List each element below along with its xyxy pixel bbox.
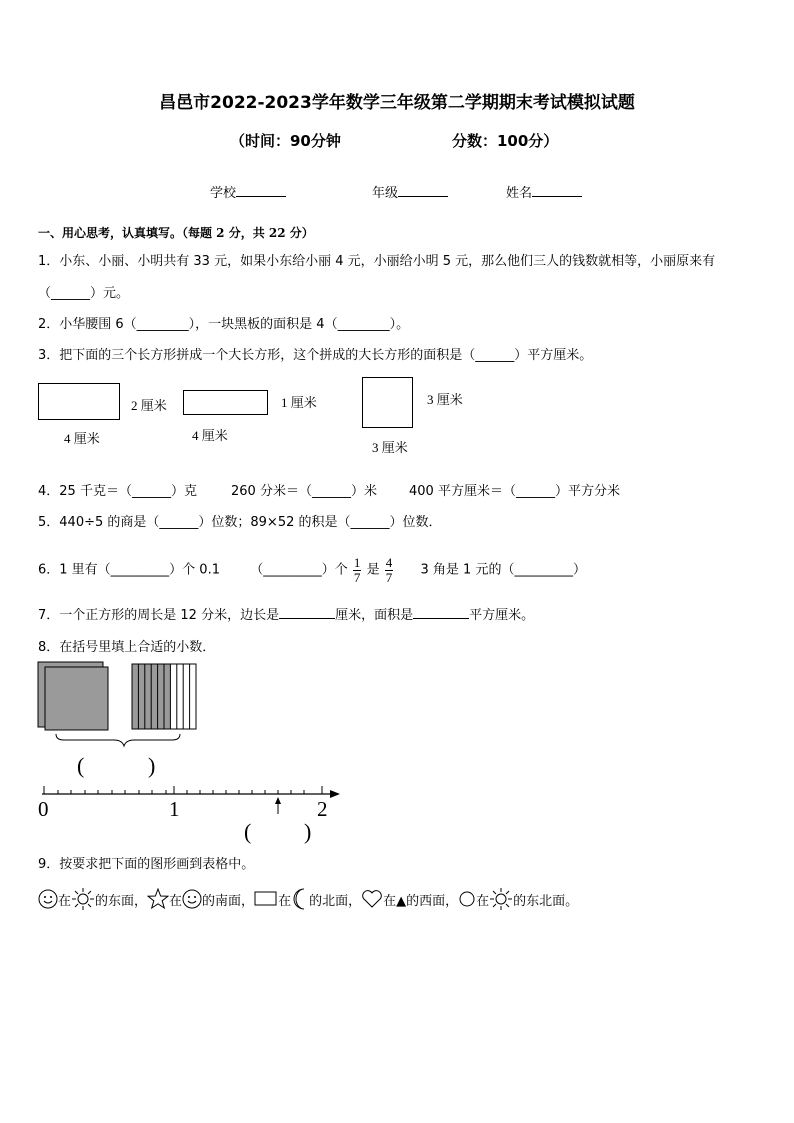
question-4b: 260 分米＝（______）米 xyxy=(231,484,377,499)
sun-icon xyxy=(71,887,95,911)
question-9-instructions xyxy=(38,887,578,911)
area-blank[interactable] xyxy=(413,606,469,619)
rectangle-3 xyxy=(362,377,413,428)
question-4a: 4．25 千克＝（______）克 xyxy=(38,484,197,499)
paren-top-open: ( xyxy=(77,753,85,778)
rect1-side-label: 2 厘米 xyxy=(131,398,167,413)
question-2: 2．小华腰围 6（________），一块黑板的面积是 4（________）。 xyxy=(38,317,410,332)
section-heading: 一、用心思考，认真填写。（每题 2 分，共 22 分） xyxy=(38,226,314,240)
page-title: 昌邑市2022-2023学年数学三年级第二学期期末考试模拟试题 xyxy=(159,93,635,113)
square-front xyxy=(45,667,108,730)
q9-text-4: 的南面， xyxy=(202,893,255,909)
rect3-bottom-label: 3 厘米 xyxy=(372,440,408,455)
moon-icon xyxy=(291,888,309,910)
q9-text-3: 在 xyxy=(169,893,183,909)
tick-label-2: 2 xyxy=(317,797,328,821)
ticks xyxy=(44,786,322,794)
q6-part-b: （_________）个 xyxy=(250,562,348,578)
side-length-blank[interactable] xyxy=(279,606,335,619)
paren-bottom-open: ( xyxy=(244,819,252,844)
school-blank[interactable] xyxy=(236,184,286,197)
striped-square xyxy=(132,664,196,729)
arrow-icon xyxy=(330,790,340,798)
fraction-four-sevenths: $\frac{4}{7}$ xyxy=(385,555,393,585)
q9-text-8: 在 xyxy=(476,893,490,909)
question-5: 5．440÷5 的商是（______）位数；89×52 的积是（______）位数． xyxy=(38,515,442,530)
q9-text-7: 在▲的西面， xyxy=(383,893,459,909)
school-field xyxy=(210,182,286,201)
exam-score: 分数：100分） xyxy=(452,132,559,150)
name-label: 姓名 xyxy=(506,186,533,201)
q6-mid: 是 xyxy=(366,562,380,578)
tick-label-0: 0 xyxy=(38,797,49,821)
question-4c: 400 平方厘米＝（______）平方分米 xyxy=(409,484,620,499)
rectangle-2 xyxy=(183,390,268,415)
grade-field xyxy=(372,182,448,201)
question-8: 8．在括号里填上合适的小数． xyxy=(38,640,216,655)
rect2-bottom-label: 4 厘米 xyxy=(192,428,228,443)
fraction-one-seventh: $\frac{1}{7}$ xyxy=(353,555,361,585)
exam-time: （时间：90分钟 xyxy=(230,132,341,150)
q9-text-2: 的东面， xyxy=(95,893,148,909)
rectangle-1 xyxy=(38,383,120,420)
question-1-line2: （______）元。 xyxy=(38,286,130,301)
circle-icon xyxy=(458,890,476,908)
q6-part-a: 6．1 里有（_________）个 0.1 xyxy=(38,562,220,578)
rect3-side-label: 3 厘米 xyxy=(427,392,463,407)
decimal-figure xyxy=(30,660,350,850)
name-blank[interactable] xyxy=(532,184,582,197)
question-9: 9．按要求把下面的图形画到表格中。 xyxy=(38,857,255,872)
q9-text-9: 的东北面。 xyxy=(513,893,579,909)
school-label: 学校 xyxy=(210,186,237,201)
smiley-icon-2 xyxy=(182,889,202,909)
rect2-side-label: 1 厘米 xyxy=(281,395,317,410)
q9-text-1: 在 xyxy=(58,893,72,909)
paren-top-close: ) xyxy=(148,753,156,778)
question-6 xyxy=(38,556,586,585)
q7-part-b: 厘米，面积是 xyxy=(335,608,414,623)
grade-blank[interactable] xyxy=(398,184,448,197)
brace-icon xyxy=(56,734,180,746)
star-icon xyxy=(147,888,169,910)
q9-text-6: 的北面， xyxy=(309,893,362,909)
sun-icon-2 xyxy=(489,887,513,911)
question-7 xyxy=(38,604,534,623)
name-field xyxy=(506,182,582,201)
q7-part-a: 7．一个正方形的周长是 12 分米，边长是 xyxy=(38,608,280,623)
q9-text-5: 在 xyxy=(278,893,292,909)
grade-label: 年级 xyxy=(372,186,399,201)
paren-bottom-close: ) xyxy=(304,819,312,844)
q7-part-c: 平方厘米。 xyxy=(469,608,535,623)
heart-icon xyxy=(361,889,383,909)
question-1-line1: 1．小东、小丽、小明共有 33 元，如果小东给小丽 4 元，小丽给小明 5 元，那么他们三人的钱数就相等，小丽原来有 xyxy=(38,254,716,269)
rect1-bottom-label: 4 厘米 xyxy=(64,431,100,446)
question-3: 3．把下面的三个长方形拼成一个大长方形，这个拼成的大长方形的面积是（______）平方厘米。 xyxy=(38,348,593,363)
smiley-icon xyxy=(38,889,58,909)
tick-label-1: 1 xyxy=(169,797,180,821)
pointer-arrow-icon xyxy=(275,797,281,804)
rectangle-icon xyxy=(254,891,278,907)
q6-part-c: 3 角是 1 元的（_________） xyxy=(420,562,586,578)
